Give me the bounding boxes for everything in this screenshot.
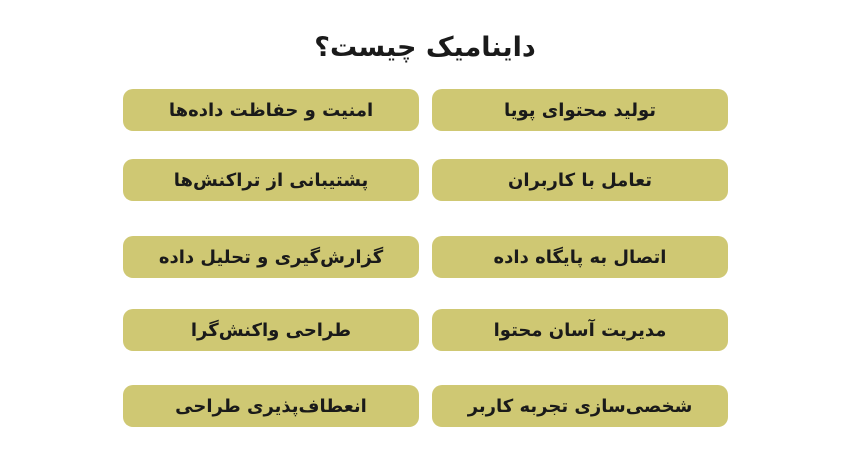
feature-user-interaction: تعامل با کاربران: [432, 159, 728, 201]
page-title: داینامیک چیست؟: [314, 32, 536, 63]
feature-reporting-analysis: گزارش‌گیری و تحلیل داده: [123, 236, 419, 278]
feature-database-connection: اتصال به پایگاه داده: [432, 236, 728, 278]
feature-dynamic-content: تولید محتوای پویا: [432, 89, 728, 131]
feature-design-flexibility: انعطاف‌پذیری طراحی: [123, 385, 419, 427]
feature-user-personalization: شخصی‌سازی تجربه کاربر: [432, 385, 728, 427]
feature-responsive-design: طراحی واکنش‌گرا: [123, 309, 419, 351]
feature-transaction-support: پشتیبانی از تراکنش‌ها: [123, 159, 419, 201]
feature-easy-content-management: مدیریت آسان محتوا: [432, 309, 728, 351]
feature-data-security: امنیت و حفاظت داده‌ها: [123, 89, 419, 131]
